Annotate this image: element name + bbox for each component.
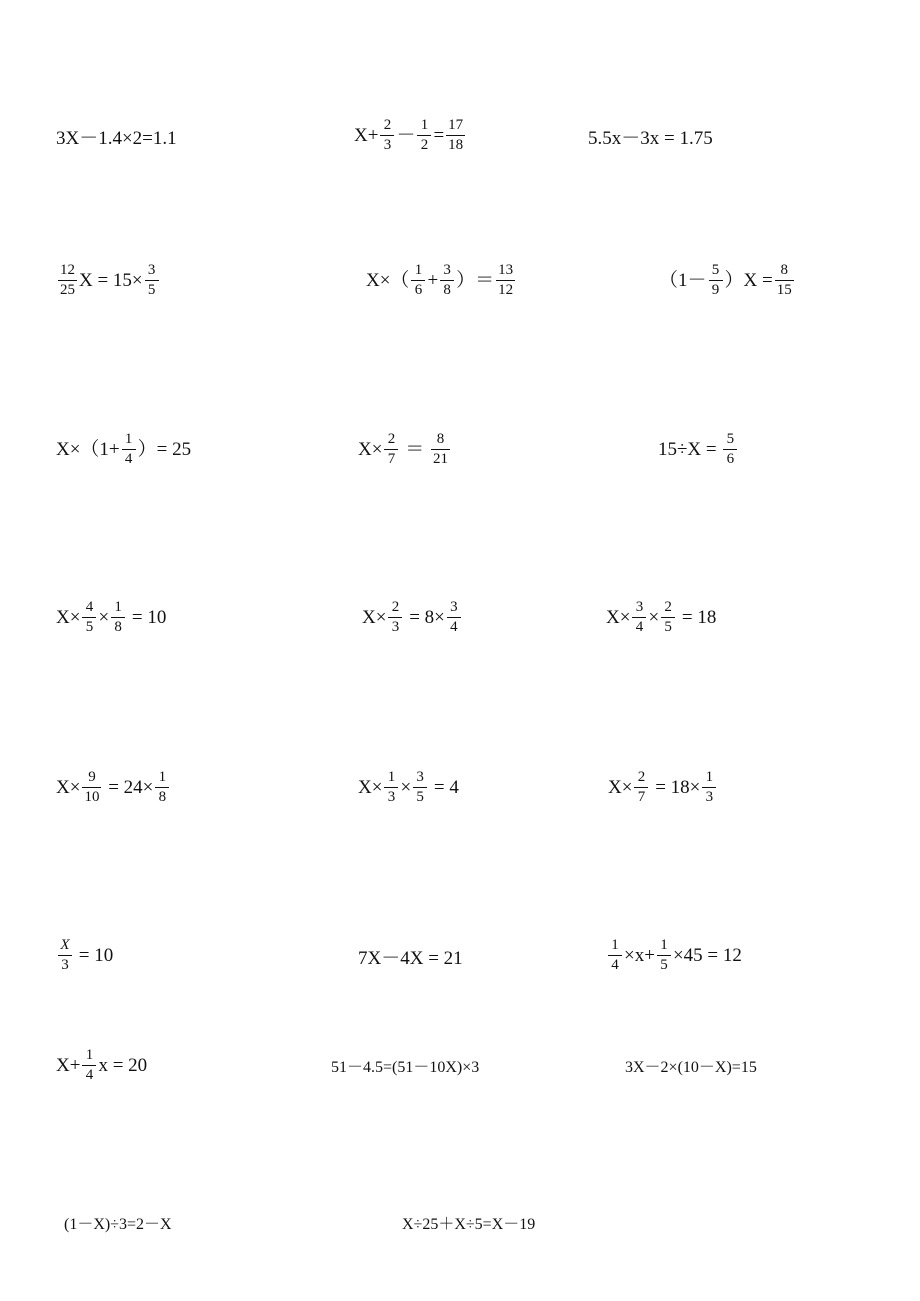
fraction-denominator: 15 [776, 282, 792, 298]
fraction [723, 432, 737, 467]
equation-text: ×45 = 12 [672, 945, 742, 966]
equation-r4-c1 [56, 600, 166, 635]
fraction-numerator: 3 [443, 262, 451, 278]
equation-text: X× [606, 607, 631, 628]
fraction [82, 600, 96, 635]
equation-text: = 24× [103, 777, 154, 798]
fraction-numerator: 1 [660, 937, 668, 953]
fraction [431, 432, 450, 467]
equation-text: X×（ [366, 270, 410, 291]
equation-text: = 8× [404, 607, 445, 628]
equation-text: X+ [354, 125, 379, 146]
fraction-denominator: 4 [447, 617, 461, 635]
fraction-numerator: 5 [711, 262, 720, 278]
fraction-denominator: 5 [661, 617, 675, 635]
fraction-denominator: 8 [111, 617, 125, 635]
fraction [446, 118, 465, 153]
fraction-numerator: 2 [664, 599, 672, 615]
fraction [82, 1048, 96, 1083]
fraction-denominator: 9 [709, 280, 723, 298]
fraction-denominator: 3 [702, 787, 716, 805]
equation-text: = 18× [650, 777, 701, 798]
equation-text: X× [56, 777, 81, 798]
equation-text: x = 20 [98, 1055, 148, 1076]
fraction [440, 263, 454, 298]
equation-r2-c3 [659, 263, 796, 298]
fraction-numerator: 2 [391, 599, 400, 615]
fraction-numerator: 2 [383, 117, 392, 133]
equation-text: 51－4.5=(51－10X)×3 [331, 1059, 480, 1076]
fraction [122, 432, 136, 467]
fraction-denominator: 25 [60, 282, 75, 298]
fraction [608, 938, 622, 973]
fraction-denominator: 21 [432, 451, 448, 467]
fraction-denominator: 12 [498, 282, 514, 298]
fraction-numerator: 12 [60, 262, 75, 278]
equation-r2-c1 [56, 263, 161, 298]
equation-r5-c3 [608, 770, 718, 805]
fraction-denominator: 3 [58, 955, 72, 973]
equation-r7-c1 [56, 1048, 147, 1083]
equation-r3-c2 [358, 432, 452, 467]
fraction [657, 938, 671, 973]
fraction [411, 263, 425, 298]
fraction [709, 263, 723, 298]
equation-r6-c3 [606, 938, 742, 973]
fraction-numerator: X [60, 937, 70, 953]
fraction-denominator: 7 [384, 449, 398, 467]
equation-r7-c2 [331, 1060, 479, 1076]
fraction-numerator: 1 [414, 262, 423, 278]
fraction-numerator: 1 [387, 769, 396, 785]
equation-text: X× [608, 777, 633, 798]
equation-r5-c1 [56, 770, 171, 805]
fraction-numerator: 8 [436, 431, 445, 447]
equation-text: （1－ [659, 270, 707, 291]
equation-r7-c3 [625, 1060, 757, 1076]
equation-text: 15÷X = [658, 439, 722, 460]
equation-r1-c3 [588, 129, 713, 148]
equation-text: (1－X)÷3=2－X [64, 1216, 172, 1233]
equation-r6-c2 [358, 949, 463, 968]
equation-r4-c2 [362, 600, 463, 635]
equation-r8-c1 [64, 1217, 172, 1233]
fraction [58, 938, 72, 973]
fraction-denominator: 4 [122, 449, 136, 467]
fraction-numerator: 5 [726, 431, 735, 447]
fraction-numerator: 13 [498, 262, 514, 278]
equation-r4-c3 [606, 600, 716, 635]
fraction-numerator: 3 [635, 599, 644, 615]
fraction [82, 770, 101, 805]
equation-text: 7X－4X = 21 [358, 948, 463, 969]
fraction-numerator: 8 [780, 262, 788, 278]
fraction-denominator: 10 [84, 789, 100, 805]
fraction [775, 263, 794, 298]
fraction-numerator: 1 [158, 769, 167, 785]
equation-r3-c1 [56, 432, 191, 467]
fraction-denominator: 7 [634, 787, 648, 805]
fraction [111, 600, 125, 635]
equation-r2-c2 [366, 263, 517, 298]
equation-r3-c3 [658, 432, 739, 467]
fraction-numerator: 1 [705, 769, 714, 785]
equation-text: 3X－1.4×2=1.1 [56, 128, 177, 149]
equation-text: X× [56, 607, 81, 628]
fraction [384, 770, 398, 805]
fraction [413, 770, 427, 805]
fraction-denominator: 4 [632, 617, 646, 635]
fraction [384, 432, 398, 467]
equation-text: ）= 25 [137, 439, 192, 460]
equation-text: = 10 [74, 945, 114, 966]
equation-text: = 4 [429, 777, 459, 798]
equation-text: × [648, 607, 660, 628]
equation-r1-c1 [56, 129, 177, 148]
equation-text: = 10 [127, 607, 167, 628]
equation-text: 5.5x－3x = 1.75 [588, 128, 713, 149]
equation-r1-c2 [354, 118, 467, 153]
fraction [661, 600, 675, 635]
equation-r6-c1 [56, 938, 113, 973]
equation-text: ＝ [400, 439, 429, 460]
fraction-denominator: 18 [448, 137, 464, 153]
fraction [155, 770, 169, 805]
equation-text: X× [358, 439, 383, 460]
fraction-denominator: 6 [411, 280, 425, 298]
equation-text: X+ [56, 1055, 81, 1076]
fraction-numerator: 4 [85, 599, 94, 615]
fraction [496, 263, 515, 298]
equation-text: = [433, 125, 445, 146]
fraction-numerator: 3 [147, 262, 156, 278]
fraction-numerator: 1 [611, 937, 619, 953]
equation-text: × [400, 777, 412, 798]
fraction-numerator: 1 [420, 117, 429, 133]
fraction [380, 118, 394, 153]
equation-text: ×x+ [624, 945, 655, 966]
fraction [388, 600, 402, 635]
equation-r5-c2 [358, 770, 459, 805]
equation-text: X÷25＋X÷5=X－19 [402, 1216, 536, 1233]
equation-text: X = 15× [79, 270, 143, 291]
fraction [634, 770, 648, 805]
fraction-numerator: 3 [416, 769, 424, 785]
fraction-denominator: 2 [417, 135, 431, 153]
fraction-denominator: 5 [657, 955, 671, 973]
equation-text: X×（1+ [56, 439, 120, 460]
equation-text: = 18 [677, 607, 717, 628]
fraction-denominator: 3 [388, 617, 402, 635]
equation-text: － [396, 125, 416, 146]
fraction-denominator: 5 [413, 787, 427, 805]
equation-text: × [98, 607, 110, 628]
fraction-denominator: 5 [145, 280, 159, 298]
equation-r8-c2 [402, 1217, 535, 1233]
fraction-denominator: 3 [380, 135, 394, 153]
fraction-denominator: 5 [82, 617, 96, 635]
equation-text: ）X = [724, 270, 773, 291]
fraction-denominator: 4 [82, 1065, 96, 1083]
equation-text: ）＝ [456, 270, 495, 291]
fraction [702, 770, 716, 805]
fraction [632, 600, 646, 635]
fraction-denominator: 8 [440, 280, 454, 298]
equation-text: X× [358, 777, 383, 798]
fraction-denominator: 8 [155, 787, 169, 805]
fraction-numerator: 2 [637, 769, 646, 785]
fraction-numerator: 9 [88, 769, 96, 785]
equation-text: + [427, 270, 439, 291]
equation-text: 3X－2×(10－X)=15 [625, 1059, 757, 1076]
fraction-numerator: 1 [124, 431, 133, 447]
fraction-numerator: 1 [114, 599, 122, 615]
fraction [447, 600, 461, 635]
fraction-denominator: 6 [723, 449, 737, 467]
fraction-numerator: 3 [450, 599, 458, 615]
fraction-denominator: 4 [608, 955, 622, 973]
fraction-numerator: 17 [448, 117, 464, 133]
fraction-denominator: 3 [384, 787, 398, 805]
fraction [145, 263, 159, 298]
fraction-numerator: 2 [387, 431, 396, 447]
fraction [58, 263, 77, 298]
fraction [417, 118, 431, 153]
equation-text: X× [362, 607, 387, 628]
fraction-numerator: 1 [85, 1047, 94, 1063]
